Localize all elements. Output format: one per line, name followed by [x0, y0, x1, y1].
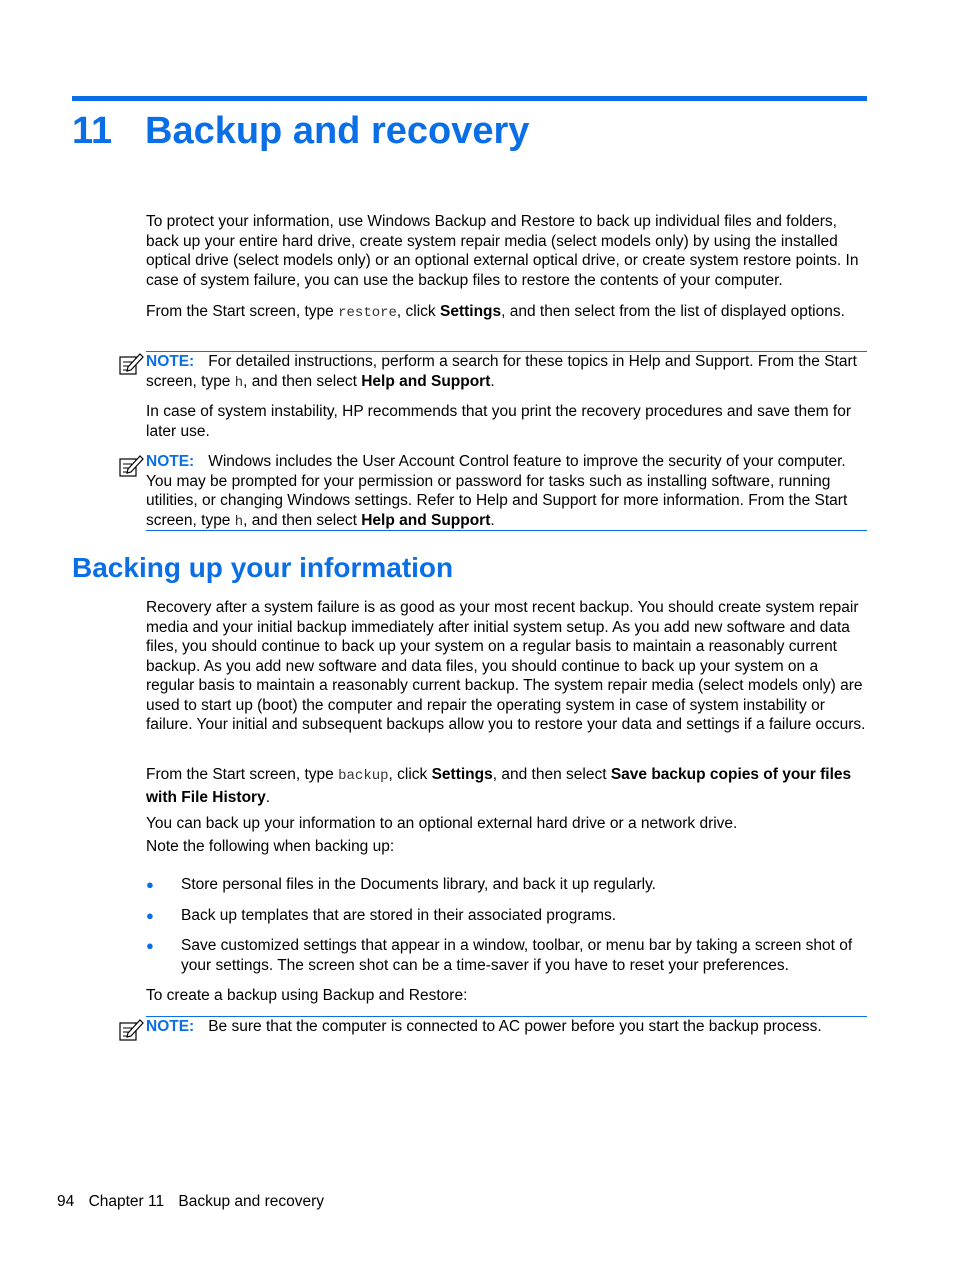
help-and-support-term: Help and Support	[361, 511, 491, 529]
section-title: Backing up your information	[72, 552, 454, 583]
note-label: NOTE:	[146, 453, 195, 470]
page-number: 94	[57, 1193, 75, 1210]
note-2-rule	[146, 530, 867, 531]
save-backup-term: Save backup copies of your files with File History	[146, 766, 852, 806]
intro-paragraph-2: From the Start screen, type restore, click Settings, and then select from the list of displayed options.	[146, 303, 845, 321]
code-backup: backup	[338, 768, 389, 784]
note-3: NOTE: Be sure that the computer is connected to AC power before you start the backup process.	[146, 1018, 822, 1035]
section-paragraph-1: Recovery after a system failure is as good as your most recent backup. You should create system repair media and your initial backup immediately after initial system setup. As you add new software and data files, you should continue to back up your system on a regular basis to maintain a reasonably current backup. As you add new software and data files, you should continue to back up your system on a regular basis to maintain a reasonably current backup. The system repair media (select models only) are used to start up (boot) the computer and repair the operating system in case of system instability or failure. Your initial and subsequent backups allow you to restore your data and settings if a failure occurs.	[146, 599, 866, 733]
list-item-text: Save customized settings that appear in a window, toolbar, or menu bar by taking a screen shot of your settings. The screen shot can be a time-saver if you have to reset your preferences.	[181, 937, 853, 974]
chapter-title	[72, 106, 529, 156]
note-icon	[118, 352, 144, 376]
page-footer	[57, 1192, 334, 1212]
list-item	[146, 936, 868, 975]
settings-term: Settings	[439, 303, 502, 320]
code-h: h	[234, 374, 244, 391]
footer-title: Backup and recovery	[178, 1193, 325, 1210]
intro-paragraph-3: In case of system instability, HP recommends that you print the recovery procedures and save them for later use.	[146, 403, 852, 440]
list-item-text: Back up templates that are stored in their associated programs.	[181, 907, 617, 924]
bullet-icon: ●	[146, 908, 154, 923]
code-h: h	[234, 513, 244, 530]
section-paragraph-4: Note the following when backing up:	[146, 838, 395, 855]
intro-paragraph-1: To protect your information, use Windows Backup and Restore to back up individual files and folders, back up your entire hard drive, create system repair media (select models only) by using the installed optical drive (select models only) or an optional external optical drive, or create system restore points. In case of system failure, you can use the backup files to restore the contents of your computer.	[146, 213, 859, 289]
chapter-rule	[72, 96, 867, 101]
code-restore: restore	[338, 305, 397, 321]
bullet-icon: ●	[146, 938, 154, 953]
section-paragraph-5: To create a backup using Backup and Restore:	[146, 987, 468, 1004]
note-1: NOTE: For detailed instructions, perform a search for these topics in Help and Support. From the Start screen, type h, and then select Help and Support.	[146, 353, 857, 391]
list-item	[146, 875, 868, 895]
section-paragraph-3: You can back up your information to an optional external hard drive or a network drive.	[146, 815, 738, 832]
list-item-text: Store personal files in the Documents library, and back it up regularly.	[181, 876, 656, 893]
help-and-support-term: Help and Support	[361, 372, 491, 390]
chapter-number: 11	[72, 110, 113, 152]
note-label: NOTE:	[146, 353, 195, 370]
list-item	[146, 906, 868, 926]
section-paragraph-2: From the Start screen, type backup, click Settings, and then select Save backup copies of your files with File History.	[146, 766, 852, 806]
note-icon	[118, 1018, 144, 1042]
note-label: NOTE:	[146, 1018, 195, 1035]
note-icon	[118, 454, 144, 478]
footer-chapter: Chapter 11	[88, 1193, 165, 1210]
chapter-title-text: Backup and recovery	[145, 110, 530, 152]
settings-term: Settings	[431, 766, 493, 783]
bullet-icon: ●	[146, 877, 154, 892]
note-2: NOTE: Windows includes the User Account Control feature to improve the security of your computer. You may be prompted for your permission or password for tasks such as installing software, running utilities, or changing Windows settings. Refer to Help and Support for more information. From the Start screen, type h, and then select Help and Support.	[146, 453, 848, 530]
